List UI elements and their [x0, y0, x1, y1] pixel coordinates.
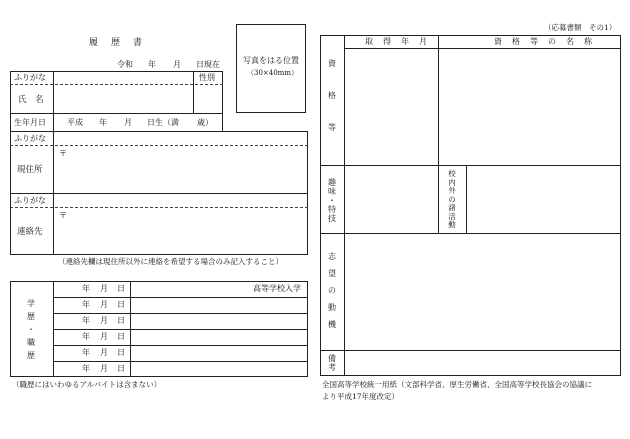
motivation-label: 志 望 の 動 機 — [328, 252, 336, 329]
photo-area[interactable] — [236, 24, 306, 113]
birth-era: 平成 — [67, 118, 83, 127]
name-label: 氏 名 — [18, 95, 44, 105]
qualifications-label: 資 格 等 — [328, 59, 336, 132]
contact-label: 連絡先 — [17, 227, 43, 237]
address-label: 現住所 — [17, 165, 43, 175]
birth-label: 生年月日 — [14, 118, 46, 127]
form-id: （応募書類 その1） — [544, 23, 617, 32]
history-label: 学 歴 ・ 職 歴 — [27, 299, 35, 360]
address-input[interactable] — [54, 146, 307, 192]
birth-month: 月 — [124, 118, 132, 127]
motivation-input[interactable] — [345, 234, 620, 349]
hobby-input[interactable] — [345, 166, 437, 232]
contact-note: （連絡先欄は現住所以外に連絡を希望する場合のみ記入すること） — [58, 257, 283, 266]
footer-line-2: より平成17年度改定） — [322, 392, 400, 401]
birth-year: 年 — [99, 118, 107, 127]
photo-size: （30×40mm） — [247, 69, 298, 77]
gender-label: 性別 — [199, 73, 215, 82]
postal-mark: 〒 — [59, 149, 67, 158]
history-entry: 高等学校入学 — [253, 284, 301, 293]
activities-input[interactable] — [467, 166, 620, 232]
hobby-label: 趣 味 ・ 特 技 — [328, 178, 336, 223]
furigana3-label: ふりがな — [14, 196, 46, 205]
qualification-date-input[interactable] — [345, 49, 437, 164]
furigana2-label: ふりがな — [14, 134, 46, 143]
birth-day: 日生（満 — [147, 118, 179, 127]
remarks-label: 備 考 — [328, 354, 336, 372]
header-acquired-date: 取 得 年 月 — [365, 37, 428, 46]
date-month: 月 — [173, 60, 181, 69]
gender-input[interactable] — [194, 85, 222, 113]
date-suffix: 日現在 — [196, 60, 220, 69]
remarks-input[interactable] — [345, 351, 620, 375]
contact-input[interactable] — [54, 208, 307, 254]
furigana-input[interactable] — [54, 72, 192, 84]
footer-line-1: 全国高等学校統一用紙（文部科学省、厚生労働省、全国高等学校長協会の協議に — [322, 380, 592, 389]
photo-label: 写真をはる位置 — [243, 56, 299, 65]
date-year: 年 — [148, 60, 156, 69]
document-title: 履 歴 書 — [89, 38, 145, 48]
activities-label: 校 内 外 の 諸 活 動 — [448, 169, 456, 229]
history-note: （職歴にはいわゆるアルバイトは含まない） — [12, 380, 162, 389]
date-era: 令和 — [117, 60, 133, 69]
name-input[interactable] — [54, 85, 192, 113]
birth-age: 歳） — [197, 118, 213, 127]
furigana-label: ふりがな — [14, 73, 46, 82]
postal-mark-2: 〒 — [59, 211, 67, 220]
qualification-name-input[interactable] — [439, 49, 620, 164]
header-qualification-name: 資 格 等 の 名 称 — [494, 37, 593, 46]
